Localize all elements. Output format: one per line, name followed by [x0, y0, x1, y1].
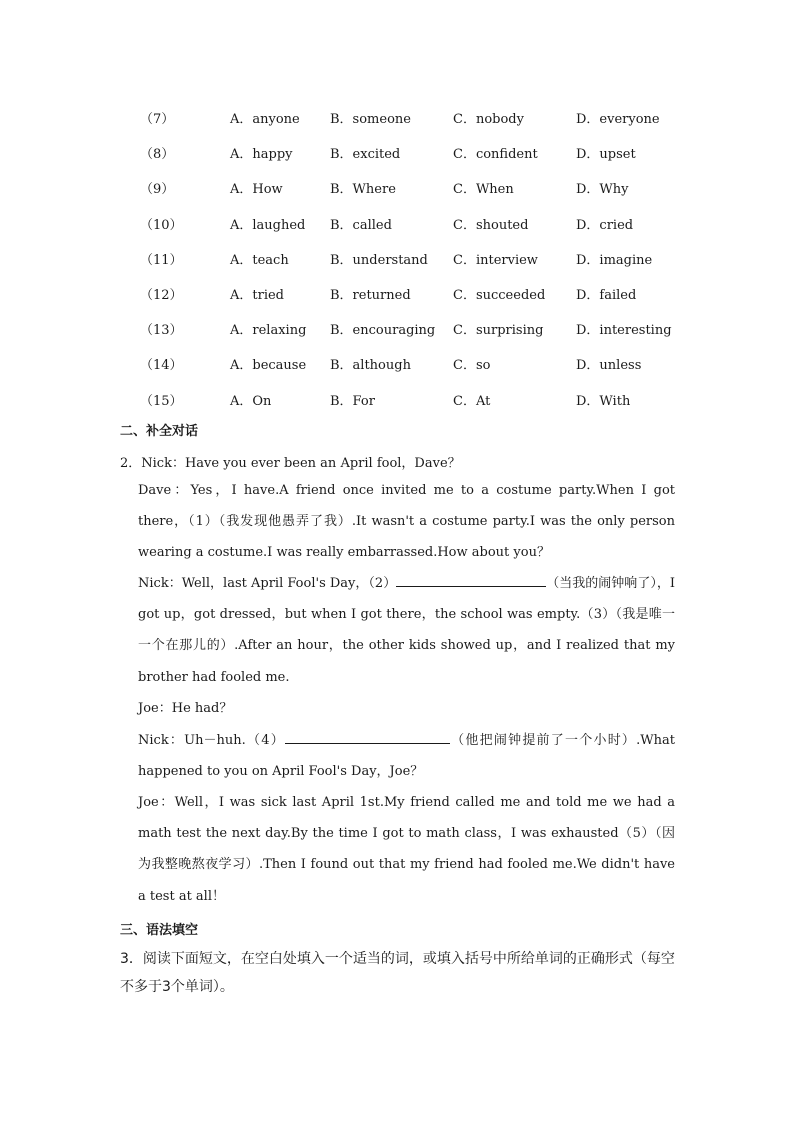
option-a: A．On — [230, 393, 272, 409]
option-a: A．How — [230, 182, 283, 198]
question-number: （15） — [140, 393, 183, 409]
question-number: （8） — [140, 147, 175, 163]
option-c: C．so — [453, 358, 491, 374]
blank-4[interactable] — [285, 729, 450, 744]
nick-dialogue-2-start: Nick：Uh－huh.（4） — [138, 733, 285, 748]
blank-2[interactable] — [396, 572, 546, 587]
option-d: D．cried — [576, 217, 634, 233]
option-c: C．nobody — [453, 112, 524, 128]
option-row — [140, 135, 700, 170]
option-c: C．surprising — [453, 323, 544, 339]
question-number: （14） — [140, 358, 183, 374]
option-a: A．tried — [230, 288, 284, 304]
option-b: B．called — [330, 217, 392, 233]
option-d: D．everyone — [576, 112, 660, 128]
option-d: D．imagine — [576, 252, 653, 268]
option-b: B．although — [330, 358, 411, 374]
nick-dialogue-1 — [138, 568, 675, 693]
option-d: D．With — [576, 393, 631, 409]
option-b: B．Where — [330, 182, 396, 198]
options-table — [140, 100, 700, 417]
option-d: D．Why — [576, 182, 629, 198]
option-a: A．laughed — [230, 217, 306, 233]
dave-dialogue: Dave：Yes，I have.A friend once invited me to a costume party.When I got there，（1）（我发现他愚弄了我）.It wasn't a costume party.I was the only person wearing a costume.I was really embarrassed.How about you？ — [138, 483, 675, 561]
option-c: C．shouted — [453, 217, 529, 233]
option-row — [140, 206, 700, 241]
option-d: D．upset — [576, 147, 636, 163]
nick-dialogue-1-start: Nick：Well，last April Fool's Day，（2） — [138, 576, 397, 591]
question-number: （10） — [140, 217, 183, 233]
joe-dialogue-1: Joe：He had？ — [138, 701, 233, 716]
option-row — [140, 311, 700, 346]
option-a: A．happy — [230, 147, 293, 163]
option-d: D．unless — [576, 358, 642, 374]
option-row — [140, 170, 700, 205]
option-b: B．someone — [330, 112, 411, 128]
option-row — [140, 382, 700, 417]
option-c: C．When — [453, 182, 514, 198]
question-number: （12） — [140, 288, 183, 304]
question-number: （11） — [140, 252, 183, 268]
option-c: C．confident — [453, 147, 538, 163]
question-number: （9） — [140, 182, 175, 198]
nick-dialogue-2 — [138, 725, 675, 787]
option-b: B．understand — [330, 252, 428, 268]
question-2-line: 2．Nick：Have you ever been an April fool，Dave？ — [120, 456, 461, 471]
option-a: A．relaxing — [230, 323, 307, 339]
option-b: B．For — [330, 393, 375, 409]
option-b: B．excited — [330, 147, 401, 163]
question-number: （7） — [140, 112, 175, 128]
section-3-heading: 三、语法填空 — [120, 923, 199, 938]
joe-dialogue-2: Joe：Well，I was sick last April 1st.My friend called me and told me we had a math test the next day.By the time I got to math class，I was exhausted（5）（因为我整晚熬夜学习）.Then I found out that my friend had fooled me.We didn't have a test at all！ — [138, 795, 675, 904]
option-d: D．failed — [576, 288, 637, 304]
option-a: A．because — [230, 358, 307, 374]
option-b: B．encouraging — [330, 323, 436, 339]
option-b: B．returned — [330, 288, 411, 304]
section-2-heading: 二、补全对话 — [120, 424, 199, 439]
nick-dialogue-2-end: （他把闹钟提前了一个小时）.What happened to you on April Fool's Day，Joe？ — [138, 733, 676, 780]
option-a: A．anyone — [230, 112, 300, 128]
option-row — [140, 346, 700, 381]
option-c: C．succeeded — [453, 288, 546, 304]
option-c: C．At — [453, 393, 491, 409]
option-row — [140, 100, 700, 135]
option-row — [140, 241, 700, 276]
option-d: D．interesting — [576, 323, 672, 339]
option-row — [140, 276, 700, 311]
option-a: A．teach — [230, 252, 289, 268]
section-3-instruction: 3．阅读下面短文，在空白处填入一个适当的词，或填入括号中所给单词的正确形式（每空不多于3个单词）。 — [120, 951, 675, 995]
question-number: （13） — [140, 323, 183, 339]
nick-dialogue-1-end: （当我的闹钟响了），I got up，got dressed，but when I got there，the school was empty.（3）（我是唯一一个在那儿的）.After an hour，the other kids showed up，and I realized that my brother had fooled me. — [138, 576, 675, 685]
option-c: C．interview — [453, 252, 538, 268]
